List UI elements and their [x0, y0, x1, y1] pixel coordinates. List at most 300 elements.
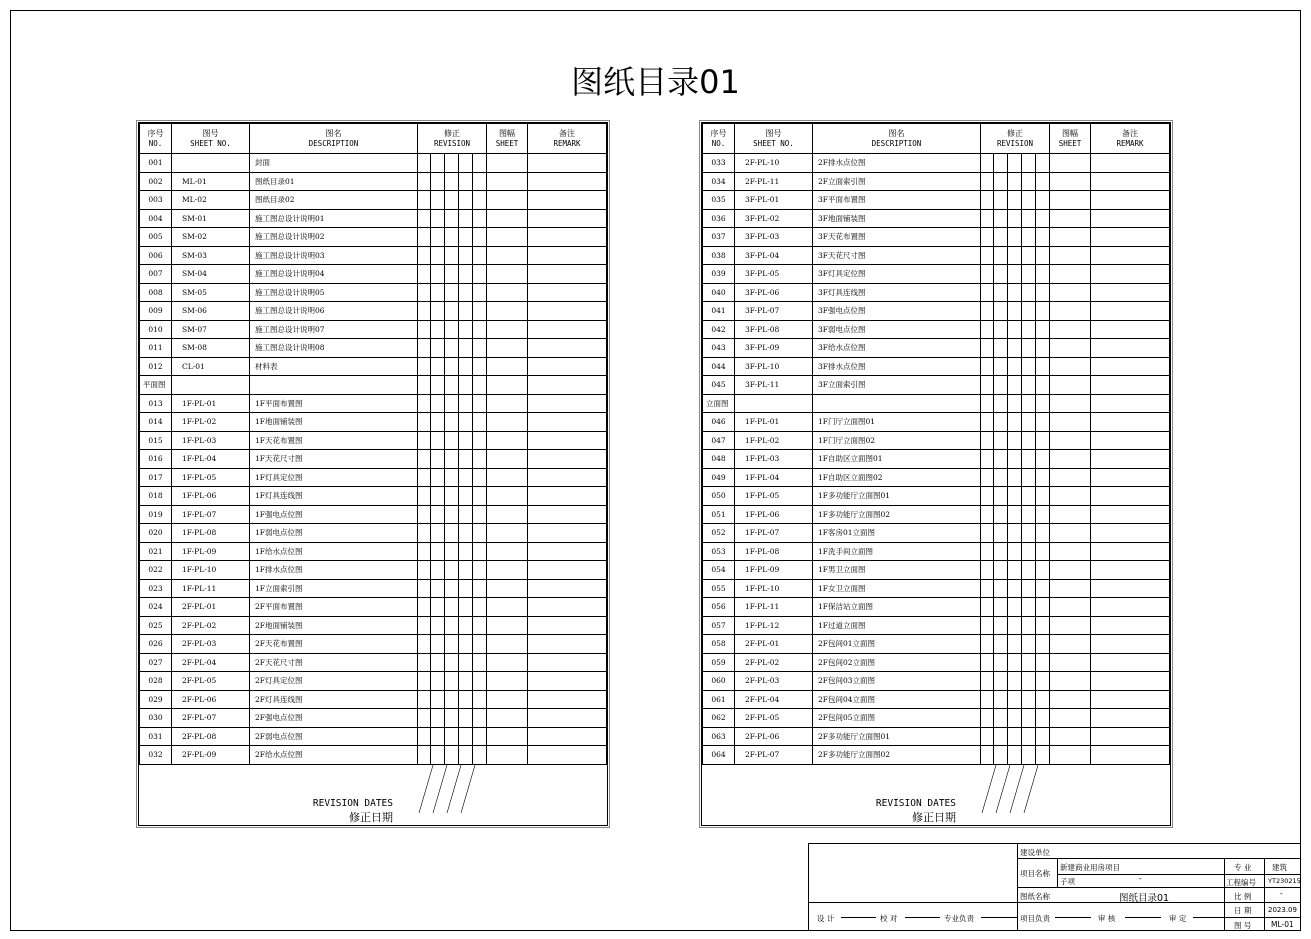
revision-cell — [994, 505, 1008, 524]
table-row — [703, 579, 1170, 598]
description-cell: 2F给水点位图 — [250, 746, 418, 765]
revision-cell — [994, 283, 1008, 302]
sheet-no-cell: 2F-PL-05 — [735, 709, 813, 728]
revision-cell — [418, 616, 431, 635]
revision-cell — [1008, 709, 1022, 728]
revision-cell — [1036, 246, 1050, 265]
description-cell: 1F给水点位图 — [250, 542, 418, 561]
revision-cell — [1008, 505, 1022, 524]
revision-cell — [459, 616, 473, 635]
row-number-cell: 033 — [703, 154, 735, 173]
row-number-cell: 023 — [140, 579, 172, 598]
description-cell: 2F多功能厅立面图01 — [813, 727, 981, 746]
title-block — [808, 843, 1301, 931]
page-title: 图纸目录01 — [571, 63, 740, 101]
sheet-size-cell — [487, 320, 528, 339]
revision-cell — [981, 357, 994, 376]
table-row — [703, 524, 1170, 543]
row-number-cell: 052 — [703, 524, 735, 543]
table-row — [703, 616, 1170, 635]
revision-cell — [459, 246, 473, 265]
remark-cell — [1091, 468, 1170, 487]
sheet-size-cell — [1050, 209, 1091, 228]
revision-cell — [1022, 598, 1036, 617]
remark-cell — [1091, 154, 1170, 173]
revision-cell — [1036, 524, 1050, 543]
tb-line — [1264, 858, 1265, 931]
revision-cell — [473, 746, 487, 765]
revision-date-slashes — [411, 765, 481, 826]
revision-cell — [459, 302, 473, 321]
description-cell: 1F多功能厅立面图02 — [813, 505, 981, 524]
revision-cell — [418, 431, 431, 450]
section-row — [703, 394, 1170, 413]
sheet-no-cell: SM-01 — [172, 209, 250, 228]
sheet-size-cell — [487, 505, 528, 524]
revision-cell — [418, 320, 431, 339]
revision-cell — [1022, 672, 1036, 691]
description-cell: 施工图总设计说明06 — [250, 302, 418, 321]
remark-cell — [528, 635, 607, 654]
tb-line — [809, 902, 1301, 903]
table-row — [703, 320, 1170, 339]
revision-cell — [459, 413, 473, 432]
revision-cell — [445, 672, 459, 691]
remark-cell — [528, 450, 607, 469]
sheet-no-cell: 3F-PL-04 — [735, 246, 813, 265]
revision-cell — [473, 690, 487, 709]
description-cell: 施工图总设计说明07 — [250, 320, 418, 339]
revision-cell — [459, 450, 473, 469]
revision-cell — [418, 635, 431, 654]
remark-cell — [528, 505, 607, 524]
description-cell: 1F女卫立面图 — [813, 579, 981, 598]
remark-cell — [1091, 727, 1170, 746]
revision-cell — [459, 635, 473, 654]
remark-cell — [1091, 579, 1170, 598]
revision-cell — [431, 450, 445, 469]
description-cell: 3F天花布置图 — [813, 228, 981, 247]
sheet-size-cell — [1050, 709, 1091, 728]
description-cell: 1F弱电点位图 — [250, 524, 418, 543]
revision-cell — [473, 505, 487, 524]
revision-cell — [459, 746, 473, 765]
col-sheet-header: 图号 SHEET NO. — [172, 124, 250, 154]
client-label: 建设单位 — [1020, 848, 1050, 857]
description-cell: 3F天花尺寸图 — [813, 246, 981, 265]
sheet-no-cell: 2F-PL-04 — [172, 653, 250, 672]
sheet-size-cell — [487, 339, 528, 358]
revision-cell — [473, 209, 487, 228]
revision-cell — [459, 505, 473, 524]
row-number-cell: 034 — [703, 172, 735, 191]
revision-cell — [1008, 265, 1022, 284]
sheet-no-cell: 2F-PL-10 — [735, 154, 813, 173]
revision-cell — [459, 431, 473, 450]
revision-cell — [459, 672, 473, 691]
revision-cell — [431, 302, 445, 321]
sheet-no-cell: 3F-PL-06 — [735, 283, 813, 302]
revision-cell — [418, 579, 431, 598]
remark-cell — [1091, 598, 1170, 617]
row-number-cell: 005 — [140, 228, 172, 247]
sub-value: - — [1139, 874, 1142, 883]
row-number-cell: 032 — [140, 746, 172, 765]
revision-cell — [994, 394, 1008, 413]
remark-cell — [1091, 246, 1170, 265]
approve-label: 审 定 — [1169, 914, 1187, 923]
row-number-cell: 045 — [703, 376, 735, 395]
revision-cell — [994, 376, 1008, 395]
check-label: 校 对 — [880, 914, 898, 923]
revision-cell — [1008, 542, 1022, 561]
revision-cell — [431, 413, 445, 432]
revision-cell — [981, 542, 994, 561]
sheet-size-cell — [1050, 320, 1091, 339]
revision-cell — [981, 265, 994, 284]
sheet-size-cell — [1050, 339, 1091, 358]
revision-cell — [445, 579, 459, 598]
sheet-no-cell: SM-05 — [172, 283, 250, 302]
revision-cell — [1022, 172, 1036, 191]
revision-cell — [1022, 394, 1036, 413]
row-number-cell: 041 — [703, 302, 735, 321]
sheet-no-cell: 1F-PL-05 — [735, 487, 813, 506]
row-number-cell: 002 — [140, 172, 172, 191]
revision-cell — [459, 209, 473, 228]
revision-cell — [1022, 727, 1036, 746]
row-number-cell: 016 — [140, 450, 172, 469]
sheet-size-cell — [487, 579, 528, 598]
sheet-size-cell — [1050, 635, 1091, 654]
col-revision-header: 修正 REVISION — [981, 124, 1050, 154]
sheet-no-cell: 3F-PL-02 — [735, 209, 813, 228]
sheet-no-cell: 3F-PL-10 — [735, 357, 813, 376]
revision-cell — [1036, 283, 1050, 302]
revision-cell — [1036, 746, 1050, 765]
remark-cell — [1091, 191, 1170, 210]
sheet-size-cell — [487, 191, 528, 210]
revision-cell — [994, 302, 1008, 321]
revision-cell — [1022, 376, 1036, 395]
sheet-size-cell — [487, 561, 528, 580]
tb-line — [1125, 917, 1161, 918]
row-number-cell: 046 — [703, 413, 735, 432]
revision-cell — [431, 431, 445, 450]
job-label: 工程编号 — [1226, 878, 1256, 887]
table-row — [703, 598, 1170, 617]
description-cell: 2F地面铺装图 — [250, 616, 418, 635]
remark-cell — [528, 376, 607, 395]
table-body-left — [140, 154, 607, 765]
revision-cell — [473, 302, 487, 321]
sheet-size-cell — [487, 487, 528, 506]
revision-cell — [431, 690, 445, 709]
row-number-cell: 036 — [703, 209, 735, 228]
sheet-size-cell — [1050, 302, 1091, 321]
table-row — [140, 542, 607, 561]
remark-cell — [528, 246, 607, 265]
remark-cell — [1091, 357, 1170, 376]
revision-cell — [981, 561, 994, 580]
description-cell: 1F门厅立面图02 — [813, 431, 981, 450]
revision-cell — [1008, 246, 1022, 265]
remark-cell — [528, 561, 607, 580]
revision-cell — [473, 635, 487, 654]
revision-cell — [445, 690, 459, 709]
description-cell: 施工图总设计说明03 — [250, 246, 418, 265]
revision-cell — [994, 172, 1008, 191]
revision-cell — [981, 302, 994, 321]
sheet-no-cell: SM-06 — [172, 302, 250, 321]
revision-cell — [1022, 690, 1036, 709]
remark-cell — [528, 579, 607, 598]
table-row — [703, 413, 1170, 432]
sheet-size-cell — [487, 209, 528, 228]
table-row — [703, 154, 1170, 173]
sheet-size-cell — [487, 246, 528, 265]
description-cell: 2F天花尺寸图 — [250, 653, 418, 672]
revision-cell — [418, 339, 431, 358]
revision-cell — [431, 246, 445, 265]
sheet-no-cell: 3F-PL-05 — [735, 265, 813, 284]
revision-cell — [418, 191, 431, 210]
revision-cell — [1008, 635, 1022, 654]
revision-cell — [1022, 746, 1036, 765]
date-label: 日 期 — [1234, 906, 1252, 915]
description-cell: 施工图总设计说明04 — [250, 265, 418, 284]
remark-cell — [528, 320, 607, 339]
revision-cell — [473, 394, 487, 413]
sheet-no-cell: ML-01 — [172, 172, 250, 191]
table-row — [140, 320, 607, 339]
revision-dates-en: REVISION DATES — [875, 797, 956, 809]
revision-cell — [981, 339, 994, 358]
row-number-cell: 028 — [140, 672, 172, 691]
remark-cell — [1091, 616, 1170, 635]
description-cell: 3F地面铺装图 — [813, 209, 981, 228]
revision-cell — [1008, 413, 1022, 432]
sheet-no-cell: 2F-PL-08 — [172, 727, 250, 746]
description-cell: 图纸目录02 — [250, 191, 418, 210]
table-row — [140, 191, 607, 210]
revision-cell — [981, 320, 994, 339]
revision-cell — [431, 265, 445, 284]
revision-cell — [1022, 505, 1036, 524]
revision-cell — [445, 616, 459, 635]
sheet-size-cell — [487, 376, 528, 395]
table-row — [140, 209, 607, 228]
description-cell: 施工图总设计说明08 — [250, 339, 418, 358]
revision-cell — [1036, 376, 1050, 395]
revision-cell — [1022, 709, 1036, 728]
description-cell: 施工图总设计说明02 — [250, 228, 418, 247]
sheet-no-cell — [172, 376, 250, 395]
revision-cell — [445, 653, 459, 672]
row-number-cell: 051 — [703, 505, 735, 524]
revision-cell — [1008, 579, 1022, 598]
sheet-no-cell: 1F-PL-02 — [172, 413, 250, 432]
remark-cell — [1091, 172, 1170, 191]
table-row — [140, 302, 607, 321]
section-row — [140, 376, 607, 395]
row-number-cell: 027 — [140, 653, 172, 672]
sheet-no-cell: 2F-PL-06 — [735, 727, 813, 746]
description-cell: 2F排水点位图 — [813, 154, 981, 173]
revision-cell — [981, 727, 994, 746]
sheet-size-cell — [1050, 450, 1091, 469]
revision-cell — [994, 265, 1008, 284]
sheet-no-cell: 1F-PL-10 — [735, 579, 813, 598]
revision-cell — [431, 598, 445, 617]
revision-cell — [418, 394, 431, 413]
remark-cell — [528, 209, 607, 228]
sheet-no-cell: 2F-PL-03 — [172, 635, 250, 654]
description-cell: 图纸目录01 — [250, 172, 418, 191]
description-cell: 2F弱电点位图 — [250, 727, 418, 746]
revision-cell — [418, 376, 431, 395]
revision-cell — [981, 283, 994, 302]
sheet-size-cell — [487, 431, 528, 450]
job-value: YT230215 — [1268, 877, 1301, 885]
sheet-no-cell — [735, 394, 813, 413]
sheet-size-cell — [1050, 154, 1091, 173]
revision-cell — [459, 320, 473, 339]
row-number-cell: 054 — [703, 561, 735, 580]
description-cell: 1F平面布置图 — [250, 394, 418, 413]
revision-cell — [1036, 154, 1050, 173]
revision-cell — [473, 727, 487, 746]
revision-dates-zh: 修正日期 — [912, 810, 956, 824]
table-row — [140, 727, 607, 746]
row-number-cell: 001 — [140, 154, 172, 173]
revision-cell — [981, 413, 994, 432]
revision-cell — [445, 302, 459, 321]
revision-cell — [431, 357, 445, 376]
revision-cell — [1036, 505, 1050, 524]
sheet-size-cell — [487, 172, 528, 191]
revision-cell — [1008, 357, 1022, 376]
revision-cell — [1008, 524, 1022, 543]
sheet-size-cell — [1050, 616, 1091, 635]
table-row — [140, 339, 607, 358]
table-row — [703, 727, 1170, 746]
row-number-cell: 038 — [703, 246, 735, 265]
description-cell: 材料表 — [250, 357, 418, 376]
sheet-size-cell — [487, 302, 528, 321]
revision-cell — [473, 265, 487, 284]
remark-cell — [1091, 209, 1170, 228]
remark-cell — [528, 339, 607, 358]
sheet-no-cell: 3F-PL-03 — [735, 228, 813, 247]
description-cell: 封面 — [250, 154, 418, 173]
table-row — [140, 357, 607, 376]
description-cell: 3F排水点位图 — [813, 357, 981, 376]
revision-cell — [1008, 191, 1022, 210]
design-label: 设 计 — [817, 914, 835, 923]
revision-cell — [981, 487, 994, 506]
revision-cell — [445, 598, 459, 617]
revision-cell — [445, 209, 459, 228]
revision-cell — [1022, 524, 1036, 543]
table-row — [703, 505, 1170, 524]
revision-cell — [418, 283, 431, 302]
row-number-cell: 003 — [140, 191, 172, 210]
revision-cell — [994, 598, 1008, 617]
sheet-no-cell: 1F-PL-06 — [735, 505, 813, 524]
revision-cell — [1022, 431, 1036, 450]
table-row — [140, 505, 607, 524]
table-row — [140, 672, 607, 691]
revision-cell — [981, 431, 994, 450]
pm-label: 项目负责 — [1020, 914, 1050, 923]
row-number-cell: 047 — [703, 431, 735, 450]
description-cell — [250, 376, 418, 395]
revision-cell — [994, 468, 1008, 487]
sheet-no-cell: 1F-PL-02 — [735, 431, 813, 450]
description-cell: 3F弱电点位图 — [813, 320, 981, 339]
sheet-no-cell: SM-03 — [172, 246, 250, 265]
revision-cell — [1036, 598, 1050, 617]
remark-cell — [528, 394, 607, 413]
revision-cell — [981, 672, 994, 691]
table-row — [703, 561, 1170, 580]
tb-line — [841, 917, 876, 918]
sheet-no-cell: 3F-PL-09 — [735, 339, 813, 358]
row-number-cell: 029 — [140, 690, 172, 709]
remark-cell — [1091, 431, 1170, 450]
revision-cell — [1022, 302, 1036, 321]
revision-cell — [473, 524, 487, 543]
table-row — [703, 228, 1170, 247]
revision-cell — [981, 746, 994, 765]
revision-cell — [994, 431, 1008, 450]
table-row — [140, 394, 607, 413]
revision-cell — [981, 709, 994, 728]
table-row — [703, 690, 1170, 709]
row-number-cell: 018 — [140, 487, 172, 506]
sheet-no-cell: 2F-PL-07 — [735, 746, 813, 765]
description-cell: 1F客房01立面图 — [813, 524, 981, 543]
revision-cell — [1008, 616, 1022, 635]
description-cell: 1F灯具连线图 — [250, 487, 418, 506]
revision-cell — [1022, 339, 1036, 358]
remark-cell — [1091, 228, 1170, 247]
revision-cell — [459, 524, 473, 543]
sheet-size-cell — [1050, 246, 1091, 265]
table-row — [140, 283, 607, 302]
revision-cell — [459, 727, 473, 746]
table-row — [703, 339, 1170, 358]
drawing-label: 图纸名称 — [1020, 892, 1050, 901]
sheet-no-cell: 1F-PL-01 — [172, 394, 250, 413]
row-number-cell: 013 — [140, 394, 172, 413]
revision-cell — [431, 746, 445, 765]
revision-cell — [418, 468, 431, 487]
revision-cell — [418, 690, 431, 709]
sheet-size-cell — [487, 598, 528, 617]
table-row — [703, 653, 1170, 672]
row-number-cell: 006 — [140, 246, 172, 265]
row-number-cell: 039 — [703, 265, 735, 284]
table-row — [140, 616, 607, 635]
sheet-size-cell — [487, 727, 528, 746]
row-number-cell: 049 — [703, 468, 735, 487]
revision-cell — [431, 376, 445, 395]
sheet-size-cell — [487, 357, 528, 376]
sheet-size-cell — [1050, 579, 1091, 598]
sheet-no-cell: 1F-PL-11 — [735, 598, 813, 617]
